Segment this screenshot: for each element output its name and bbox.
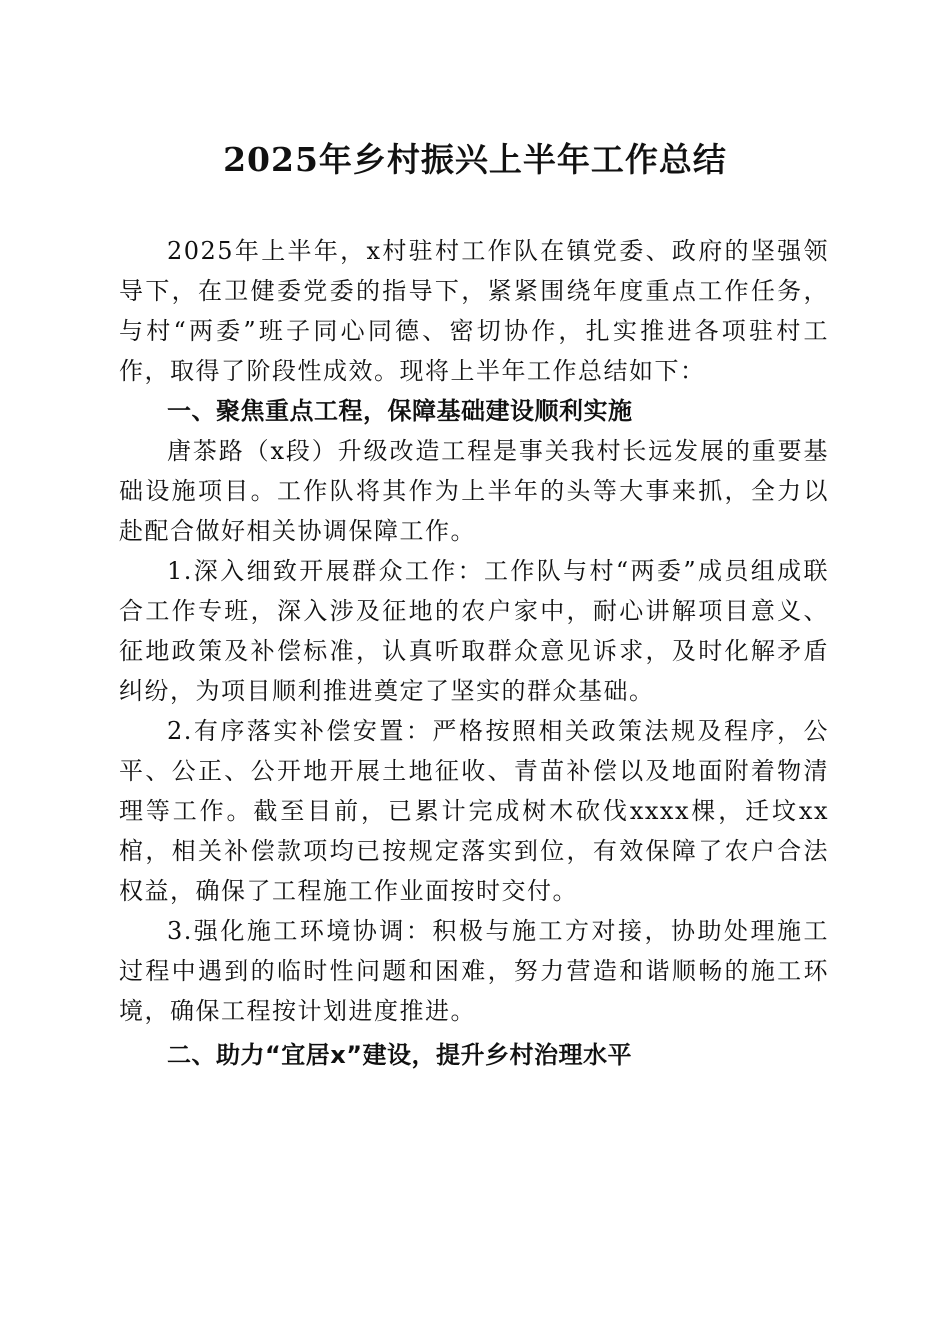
intro-paragraph: 2025年上半年，x村驻村工作队在镇党委、政府的坚强领导下，在卫健委党委的指导下，紧紧围绕年度重点工作任务，与村“两委”班子同心同德、密切协作，扎实推进各项驻村工作，取得了阶段性成效。现将上半年工作总结如下： bbox=[119, 237, 829, 385]
section-heading-1: 一、聚焦重点工程，保障基础建设顺利实施 bbox=[167, 397, 633, 425]
document-body bbox=[119, 231, 829, 1075]
section-heading-2: 二、助力“宜居x”建设，提升乡村治理水平 bbox=[167, 1041, 633, 1069]
item-3-paragraph: 3.强化施工环境协调：积极与施工方对接，协助处理施工过程中遇到的临时性问题和困难，努力营造和谐顺畅的施工环境，确保工程按计划进度推进。 bbox=[119, 917, 829, 1025]
document-title: 2025年乡村振兴上半年工作总结 bbox=[223, 140, 727, 179]
item-2-paragraph: 2.有序落实补偿安置：严格按照相关政策法规及程序，公平、公正、公开地开展土地征收、青苗补偿以及地面附着物清理等工作。截至目前，已累计完成树木砍伐xxxx棵，迁坟xx棺，相关补偿款项均已按规定落实到位，有效保障了农户合法权益，确保了工程施工作业面按时交付。 bbox=[119, 717, 829, 905]
item-1-paragraph: 1.深入细致开展群众工作：工作队与村“两委”成员组成联合工作专班，深入涉及征地的农户家中，耐心讲解项目意义、征地政策及补偿标准，认真听取群众意见诉求，及时化解矛盾纠纷，为项目顺利推进奠定了坚实的群众基础。 bbox=[119, 557, 829, 705]
section-1-paragraph: 唐茶路（x段）升级改造工程是事关我村长远发展的重要基础设施项目。工作队将其作为上半年的头等大事来抓，全力以赴配合做好相关协调保障工作。 bbox=[119, 437, 829, 545]
